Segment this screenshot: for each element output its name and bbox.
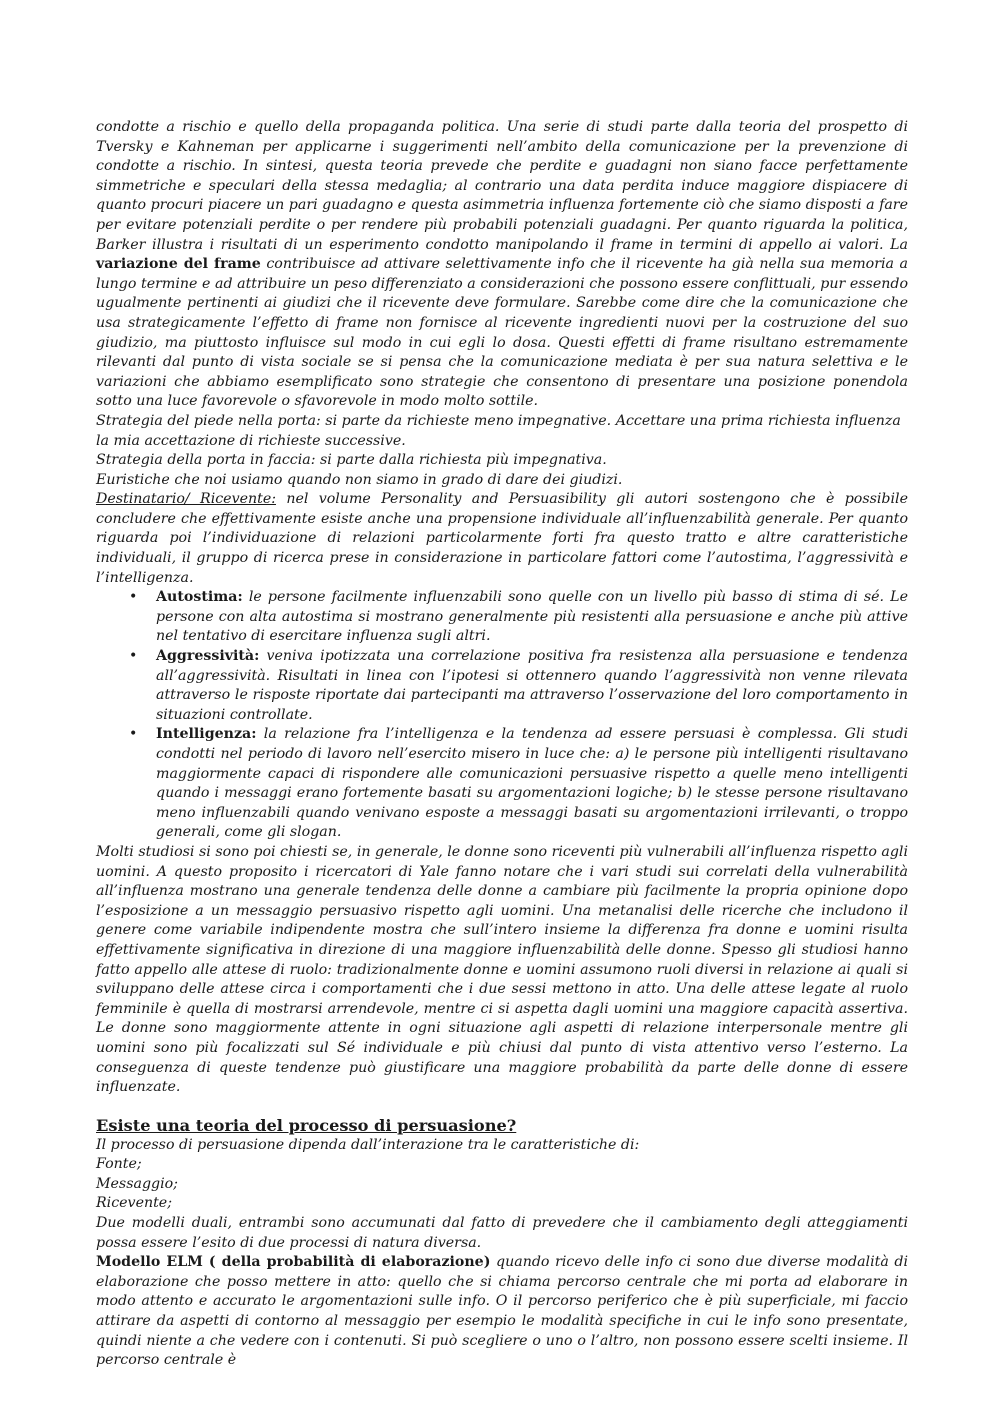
- list-item: [96, 725, 908, 843]
- elm-label: Modello ELM ( della probabilità di elaborazione): [96, 1254, 491, 1271]
- frame-variation-term: variazione del frame: [96, 256, 261, 273]
- bullet-icon: •: [129, 589, 138, 606]
- list-item-text: la relazione fra l’intelligenza e la tendenza ad essere persuasi è complessa. Gli studi condotti nel periodo di lavoro nell’esercito misero in luce che: a) le persone più intelligenti risultavano maggiormente capaci di rispondere alle comunicazioni persuasive rispetto a quelle meno intelligenti quando i messaggi erano fortemente basati su argomentazioni logiche; b) le stesse persone risultavano meno influenzabili quando venivano esposte a messaggi basati su argomentazioni irrilevanti, o troppo generali, come gli slogan.: [156, 726, 908, 841]
- list-item: [96, 588, 908, 647]
- list-item: Fonte;: [96, 1156, 142, 1173]
- list-item-text: le persone facilmente influenzabili sono quelle con un livello più basso di stima di sé. Le persone con alta autostima si mostrano generalmente più resistenti alla persuasione e anche più attive nel tentativo di esercitare influenza sugli altri.: [156, 589, 908, 645]
- heuristics-paragraph: Euristiche che noi usiamo quando non siamo in grado di dare dei giudizi.: [96, 471, 623, 488]
- frame-text: condotte a rischio e quello della propaganda politica. Una serie di studi parte dalla teoria del prospetto di Tversky e Kahneman per applicarne i suggerimenti nell’ambito della comunicazione per la prevenzione di condotte a rischio. In sintesi, questa teoria prevede che perdite e guadagni non siano facce perfettamente simmetriche e speculari della stessa medaglia; al contrario una data perdita induce maggiore dispiacere di quanto procuri piacere un pari guadagno e questa asimmetria influenza fortemente ciò che siamo disposti a fare per evitare potenziali perdite o per rendere più probabili potenziali guadagni. Per quanto riguarda la politica, Barker illustra i risultati di un esperimento condotto manipolando il frame in termini di appello ai valori. La: [96, 119, 908, 253]
- receiver-paragraph: [96, 490, 908, 588]
- receiver-text: nel volume Personality and Persuasibility gli autori sostengono che è possibile concludere che effettivamente esiste anche una propensione individuale all’influenzabilità generale. Per quanto riguarda poi l’individuazione di relazioni particolarmente forti fra questo tratto e altre caratteristiche individuali, il gruppo di ricerca prese in considerazione in particolare fattori come l’autostima, l’aggressività e l’intelligenza.: [96, 491, 908, 586]
- list-item-text: veniva ipotizzata una correlazione positiva fra resistenza alla persuasione e tendenza all’aggressività. Risultati in linea con l’ipotesi si ottennero quando l’aggressività non venne rilevata attraverso le risposte riportate dai partecipanti ma attraverso l’osservazione del loro comportamento in situazioni controllate.: [156, 648, 908, 723]
- receiver-label: Destinatario/ Ricevente:: [96, 491, 276, 508]
- list-item: Messaggio;: [96, 1175, 178, 1192]
- section-intro: Il processo di persuasione dipenda dall’interazione tra le caratteristiche di:: [96, 1136, 640, 1153]
- section-heading: Esiste una teoria del processo di persuasione?: [96, 1115, 517, 1135]
- frame-paragraph: [96, 118, 908, 412]
- elm-paragraph: [96, 1253, 908, 1371]
- elm-text: quando ricevo delle info ci sono due diverse modalità di elaborazione che posso mettere in atto: quello che si chiama percorso centrale che mi porta ad elaborare in modo attento e accurato le argomentazioni sulle info. O il percorso periferico che è più superficiale, mi faccio attirare da aspetti di contorno al messaggio per esempio le modalità specifiche in cui le info sono presentate, quindi niente a che vedere con i contenuti. Si può scegliere o uno o l’altro, non possono essere scelti insieme. Il percorso centrale è: [96, 1254, 909, 1369]
- list-item: [96, 647, 908, 725]
- traits-list: [96, 588, 908, 843]
- frame-text-rest: contribuisce ad attivare selettivamente info che il ricevente ha già nella sua memoria a lungo termine e ad attribuire un peso differenziato a considerazioni che possono essere conflittuali, pur essendo ugualmente pertinenti ai giudizi che il ricevente deve formulare. Sarebbe come dire che la comunicazione che usa strategicamente l’effetto di frame non fornisce al ricevente ingredienti nuovi per la costruzione del suo giudizio, ma piuttosto influisce sul modo in cui egli lo dosa. Questi effetti di frame risultano estremamente rilevanti dal punto di vista sociale se si pensa che la comunicazione mediata è per sua natura selettiva e le variazioni che abbiamo esemplificato sono strategie che consentono di presentare una posizione ponendola sotto una luce favorevole o sfavorevole in modo molto sottile.: [96, 256, 908, 410]
- bullet-icon: •: [129, 648, 138, 665]
- bullet-icon: •: [129, 726, 138, 743]
- list-item: Ricevente;: [96, 1195, 172, 1212]
- foot-in-door-paragraph: Strategia del piede nella porta: si parte da richieste meno impegnative. Accettare una prima richiesta influenza la mia accettazione di richieste successive.: [96, 412, 901, 449]
- dual-models-paragraph: Due modelli duali, entrambi sono accumunati dal fatto di prevedere che il cambiamento degli atteggiamenti possa essere l’esito di due processi di natura diversa.: [96, 1215, 908, 1251]
- list-item-label: Aggressività:: [156, 648, 260, 665]
- document-page: [96, 118, 908, 1371]
- gender-paragraph: Molti studiosi si sono poi chiesti se, in generale, le donne sono riceventi più vulnerabili all’influenza rispetto agli uomini. A questo proposito i ricercatori di Yale fanno notare che i vari studi sui correlati della vulnerabilità all’influenza mostrano una generale tendenza delle donne a cambiare più facilmente la propria opinione dopo l’esposizione a un messaggio persuasivo rispetto agli uomini. Una metanalisi delle ricerche che includono il genere come variabile indipendente mostra che sull’intero insieme la differenza fra donne e uomini risulta effettivamente significativa in direzione di una maggiore influenzabilità delle donne. Spesso gli studiosi hanno fatto appello alle attese di ruolo: tradizionalmente donne e uomini assumono ruoli diversi in relazione ai quali si sviluppano delle attese circa i comportamenti che i due sessi mettono in atto. Una delle attese legate al ruolo femminile è quella di mostrarsi arrendevole, mentre ci si aspetta dagli uomini una maggiore capacità assertiva. Le donne sono maggiormente attente in ogni situazione agli aspetti di relazione interpersonale mentre gli uomini sono più focalizzati sul Sé individuale e più chiusi dal punto di vista attentivo verso l’esterno. La conseguenza di queste tendenze può giustificare una maggiore probabilità da parte delle donne di essere influenzate.: [96, 843, 908, 1096]
- door-in-face-paragraph: Strategia della porta in faccia: si parte dalla richiesta più impegnativa.: [96, 452, 607, 469]
- list-item-label: Autostima:: [156, 589, 243, 606]
- list-item-label: Intelligenza:: [156, 726, 257, 743]
